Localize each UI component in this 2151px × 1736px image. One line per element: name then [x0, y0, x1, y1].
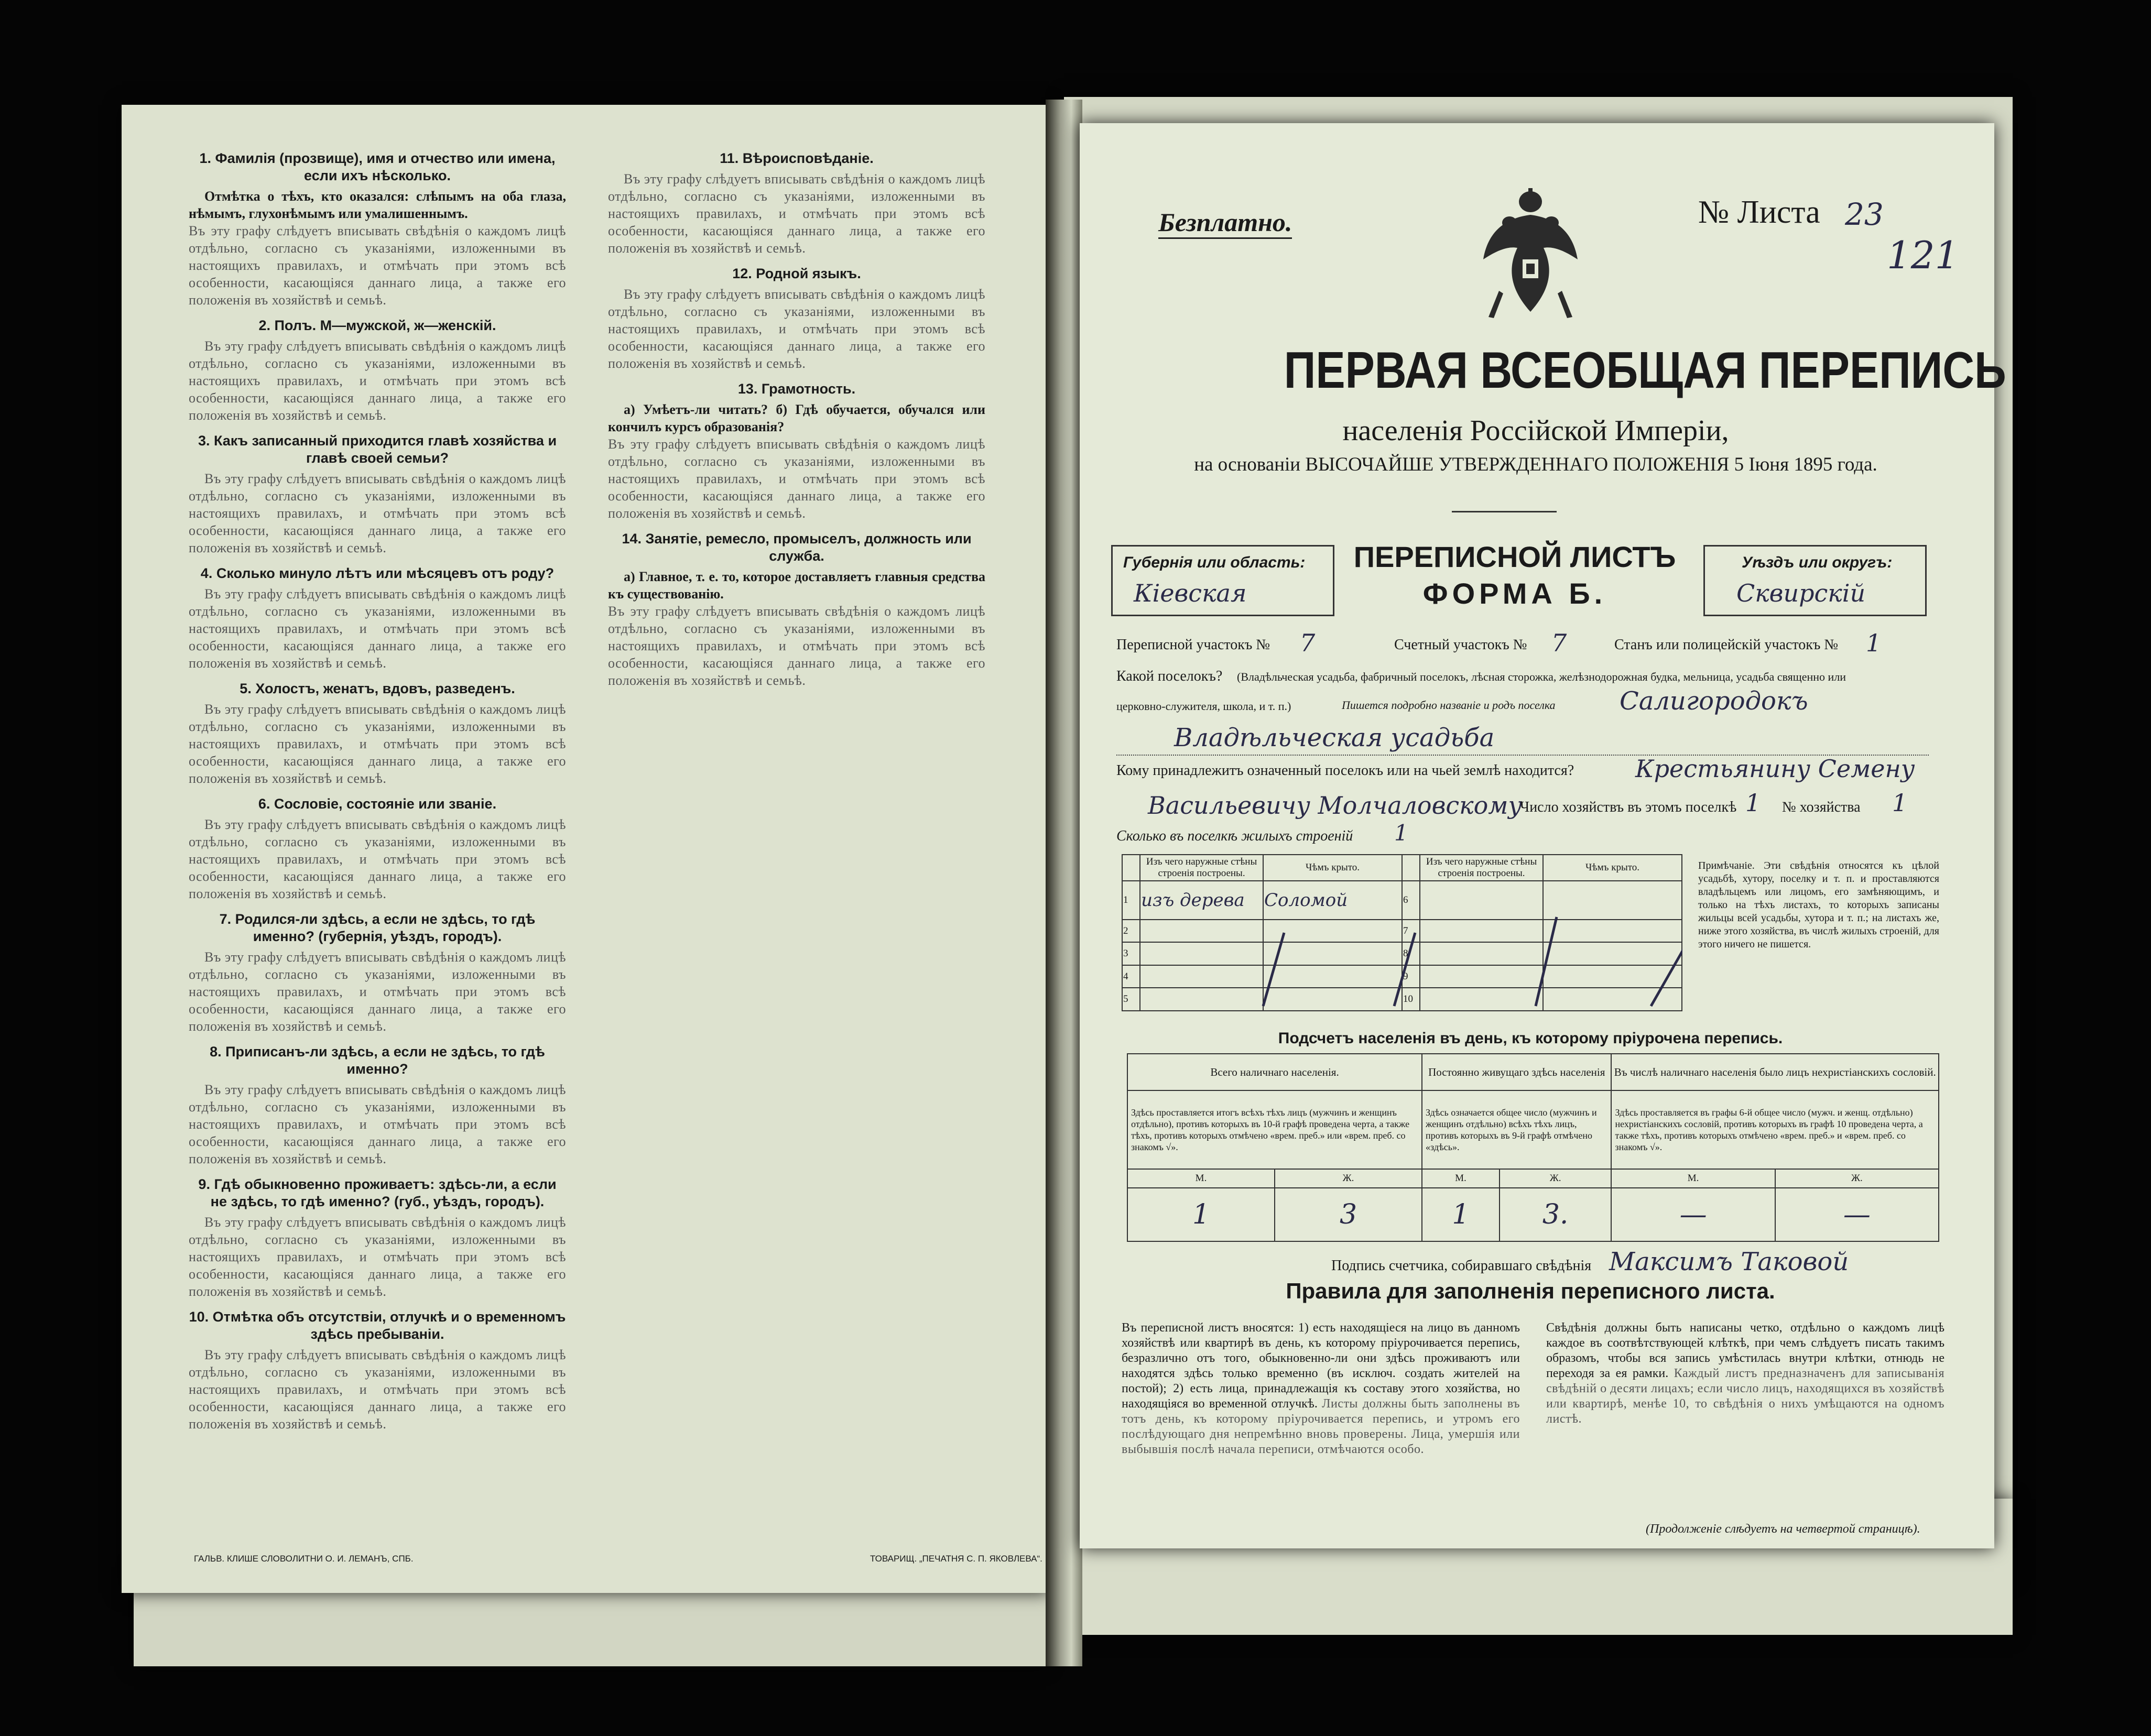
bld-row-number: 1 — [1122, 881, 1140, 920]
col_a-heading: 7. Родился-ли здѣсь, а если не здѣсь, то гдѣ именно? (губернія, уѣздъ, городъ). — [219, 911, 536, 944]
col_a-heading: 9. Гдѣ обыкновенно проживаетъ: здѣсь-ли, а если не здѣсь, то гдѣ именно? (губ., уѣздъ, городъ). — [198, 1176, 557, 1209]
count-total-m: 1 — [1127, 1188, 1275, 1241]
households-value: 1 — [1745, 789, 1761, 817]
col_b-paragraph: а) Умѣетъ-ли читать? б) Гдѣ обучается, обучался или кончилъ курсъ образованія? Въ эту графу слѣдуетъ вписывать свѣдѣнія о каждомъ лицѣ отдѣльно, согласно съ указаніями, изложенными въ настоящихъ правилахъ, и отмѣчать при этомъ всѣ особенности, касающіяся даннаго лица, а также его положенія въ хозяйствѣ и семьѣ. — [608, 402, 985, 521]
uezd-label: Уѣздъ или округъ: — [1742, 554, 1893, 571]
guberniya-label: Губернія или область: — [1123, 554, 1306, 571]
enumerator-signature-label: Подпись счетчика, собиравшаго свѣдѣнія — [1331, 1258, 1592, 1274]
book-spine — [1046, 100, 1082, 1666]
imperial-eagle-emblem — [1478, 186, 1583, 322]
col_a-paragraph: Въ эту графу слѣдуетъ вписывать свѣдѣнія о каждомъ лицѣ отдѣльно, согласно съ указаніями, изложенными въ настоящихъ правилахъ, и отмѣчать при этомъ всѣ особенности, касающіяся даннаго лица, а также его положенія въ хозяйствѣ и семьѣ. — [189, 1347, 566, 1432]
count-zh-header: Ж. — [1500, 1169, 1612, 1188]
free-label: Безплатно. — [1158, 207, 1292, 239]
count-m-header: М. — [1611, 1169, 1775, 1188]
population-count-table — [1127, 1053, 1939, 1242]
bld-row-number: 10 — [1402, 988, 1420, 1011]
form-title: ПЕРЕПИСНОЙ ЛИСТЪ — [1353, 540, 1676, 573]
count-permanent-header: Постоянно живущаго здѣсь населенія — [1422, 1054, 1611, 1090]
col_b-heading: 14. Занятіе, ремесло, промыселъ, должность или служба. — [622, 531, 972, 564]
right-footer-printer: ТОВАРИЩ. „ПЕЧАТНЯ С. П. ЯКОВЛЕВА“. — [870, 1554, 1042, 1564]
guberniya-box — [1111, 545, 1334, 616]
census-subtitle: населенія Россійской Имперіи, — [1342, 414, 1729, 447]
sheet-number-label: № Листа — [1698, 194, 1820, 230]
right-column-instructions — [608, 141, 985, 693]
household-no-value: 1 — [1892, 789, 1908, 817]
col_a-paragraph: Въ эту графу слѣдуетъ вписывать свѣдѣнія о каждомъ лицѣ отдѣльно, согласно съ указаніями, изложенными въ настоящихъ правилахъ, и отмѣчать при этомъ всѣ особенности, касающіяся даннаго лица, а также его положенія въ хозяйствѣ и семьѣ. — [189, 1215, 566, 1299]
col_b-heading: 11. Вѣроисповѣданіе. — [720, 150, 874, 166]
uezd-box — [1703, 545, 1927, 616]
settlement-name-value: Салигородокъ — [1620, 686, 1808, 716]
col_a-paragraph: Въ эту графу слѣдуетъ вписывать свѣдѣнія о каждомъ лицѣ отдѣльно, согласно съ указаніями, изложенными въ настоящихъ правилахъ, и отмѣчать при этомъ всѣ особенности, касающіяся даннаго лица, а также его положенія въ хозяйствѣ и семьѣ. — [189, 817, 566, 901]
col_a-heading: 5. Холостъ, женатъ, вдовъ, разведенъ. — [240, 681, 515, 696]
rules-left-column: Въ переписной листъ вносятся: 1) есть находящіеся на лицо въ данномъ хозяйствѣ или квартирѣ въ день, къ которому пріурочивается перепись, безразлично отъ того, обыкновенно-ли они здѣсь проживаютъ или находятся здѣсь только временно (въ исключ. создать жителей на постой); 2) есть лица, принадлежащія къ составу этого хозяйства, но находящіяся во временной отлучкѣ. Листы должны быть заполнены въ тотъ день, къ которому пріурочивается перепись, и утромъ его послѣдующаго дня непремѣнно вновь проверены. Лица, умершія или выбывшія послѣ начала переписи, отмѣчаются особо. — [1122, 1321, 1520, 1456]
bld-roof-header-right: Чѣмъ крыто. — [1543, 855, 1682, 881]
bld-row-number: 4 — [1122, 965, 1140, 988]
count-m-header: М. — [1127, 1169, 1275, 1188]
left-column-instructions — [189, 141, 566, 1437]
col_a-heading: 1. Фамилія (прозвище), имя и отчество или имена, если ихъ нѣсколько. — [199, 150, 556, 183]
count-m-header: М. — [1422, 1169, 1500, 1188]
bld-row-number: 5 — [1122, 988, 1140, 1011]
sheet-number-value: 23 — [1845, 196, 1884, 232]
buildings-note: Примѣчаніе. Эти свѣдѣнія относятся къ цѣлой усадьбѣ, хутору, поселку и т. п. и проставляются владѣльцемъ или лицомъ, его замѣняющимъ, и только на тѣхъ листахъ, то которыхъ записаны жильцы всей усадьбы, хутора и т. п.; на листахъ же, ниже этого хозяйства, въ числѣ жилыхъ строеній, для этого ничего не пишется. — [1698, 860, 1939, 950]
rules-title: Правила для заполненія переписного листа. — [1286, 1279, 1775, 1303]
rules-left-text: Въ переписной листъ вносятся: 1) есть находящіеся на лицо въ данномъ хозяйствѣ или квартирѣ въ день, къ которому пріурочивается перепись, безразлично отъ того, обыкновенно-ли они здѣсь проживаютъ или находятся здѣсь только временно (въ исключ. создать жителей на постой); 2) есть лица, принадлежащія къ составу этого хозяйства, но находящіяся во временной отлучкѣ. — [1122, 1321, 1520, 1411]
police-precinct-label: Станъ или полицейскій участокъ № — [1614, 637, 1839, 653]
title-divider — [1452, 511, 1557, 512]
col_a-heading: 3. Какъ записанный приходится главѣ хозяйства и главѣ своей семьи? — [198, 433, 557, 466]
household-no-label: № хозяйства — [1782, 799, 1861, 815]
col_b-heading: 12. Родной языкъ. — [732, 266, 861, 281]
rules-right-column: Свѣдѣнія должны быть написаны четко, отдѣльно о каждомъ лицѣ каждое въ соотвѣтствующей клѣткѣ, при чемъ слѣдуетъ писать такимъ образомъ, чтобы вся запись умѣстилась внутри клѣтки, отнюдь не переходя за ея рамки. Каждый листъ предназначенъ для записыванія свѣдѣній о десяти лицахъ; если число лицъ, находящихся въ хозяйствѣ или квартирѣ, менѣе 10, то свѣдѣнія о нихъ умѣщаются на одномъ листѣ. — [1546, 1321, 1944, 1426]
form-subtitle: ФОРМА Б. — [1422, 577, 1607, 610]
col_a-heading: 4. Сколько минуло лѣтъ или мѣсяцевъ отъ роду? — [200, 565, 555, 581]
col_a-paragraph: Въ эту графу слѣдуетъ вписывать свѣдѣнія о каждомъ лицѣ отдѣльно, согласно съ указаніями, изложенными въ настоящихъ правилахъ, и отмѣчать при этомъ всѣ особенности, касающіяся даннаго лица, а также его положенія въ хозяйствѣ и семьѣ. — [189, 1082, 566, 1166]
col_a-paragraph: Въ эту графу слѣдуетъ вписывать свѣдѣнія о каждомъ лицѣ отдѣльно, согласно съ указаніями, изложенными въ настоящихъ правилахъ, и отмѣчать при этомъ всѣ особенности, касающіяся даннаго лица, а также его положенія въ хозяйствѣ и семьѣ. — [189, 471, 566, 555]
archive-folio-number: 121 — [1887, 233, 1959, 277]
col_a-paragraph: Въ эту графу слѣдуетъ вписывать свѣдѣнія о каждомъ лицѣ отдѣльно, согласно съ указаніями, изложенными въ настоящихъ правилахъ, и отмѣчать при этомъ всѣ особенности, касающіяся даннаго лица, а также его положенія въ хозяйствѣ и семьѣ. — [189, 949, 566, 1034]
households-label: Число хозяйствъ въ этомъ поселкѣ — [1520, 799, 1737, 815]
bld-row-number: 8 — [1402, 942, 1420, 965]
count-permanent-zh: 3. — [1500, 1188, 1612, 1241]
bld-wall-value: изъ дерева — [1140, 881, 1263, 920]
uezd-value: Сквирскій — [1736, 579, 1866, 607]
col_b-paragraph: а) Главное, т. е. то, которое доставляетъ главныя средства къ существованію. Въ эту графу слѣдуетъ вписывать свѣдѣнія о каждомъ лицѣ отдѣльно, согласно съ указаніями, изложенными въ настоящихъ правилахъ, и отмѣчать при этомъ всѣ особенности, касающіяся даннаго лица, а также его положенія въ хозяйствѣ и семьѣ. — [608, 569, 985, 688]
settlement-hint: (Владѣльческая усадьба, фабричный поселокъ, лѣсная сторожка, желѣзнодорожная будка, мельница, усадьба священно или — [1237, 670, 1846, 683]
count-area-label: Счетный участокъ № — [1394, 637, 1527, 653]
owner-value: Крестьянину Семену — [1635, 755, 1915, 783]
bld-row-number: 6 — [1402, 881, 1420, 920]
owner-value-cont: Васильевичу Молчаловскому — [1148, 791, 1523, 820]
census-title: ПЕРВАЯ ВСЕОБЩАЯ ПЕРЕПИСЬ — [1284, 341, 2006, 399]
precinct-value: 7 — [1300, 629, 1316, 657]
owner-label: Кому принадлежитъ означенный поселокъ или на чьей землѣ находится? — [1116, 762, 1574, 779]
count-total-zh: 3 — [1275, 1188, 1422, 1241]
col_a-paragraph: Въ эту графу слѣдуетъ вписывать свѣдѣнія о каждомъ лицѣ отдѣльно, согласно съ указаніями, изложенными въ настоящихъ правилахъ, и отмѣчать при этомъ всѣ особенности, касающіяся даннаго лица, а также его положенія въ хозяйствѣ и семьѣ. — [189, 586, 566, 671]
count-total-desc: Здѣсь проставляется итогъ всѣхъ тѣхъ лицъ (мужчинъ и женщинъ отдѣльно), противъ которыхъ въ 10-й графѣ проведена черта, а также тѣхъ, противъ которыхъ отмѣчено «врем. преб.» или «врем. преб. со знакомъ √». — [1127, 1090, 1422, 1169]
col_b-paragraph: Въ эту графу слѣдуетъ вписывать свѣдѣнія о каждомъ лицѣ отдѣльно, согласно съ указаніями, изложенными въ настоящихъ правилахъ, и отмѣчать при этомъ всѣ особенности, касающіяся даннаго лица, а также его положенія въ хозяйствѣ и семьѣ. — [608, 287, 985, 371]
col_a-heading: 2. Полъ. М—мужской, ж—женскій. — [258, 318, 496, 333]
settlement-type-value: Владѣльческая усадьба — [1174, 723, 1495, 752]
bld-row-number: 3 — [1122, 942, 1140, 965]
guberniya-value: Кіевская — [1134, 579, 1247, 607]
col_a-subtext: Отмѣтка о тѣхъ, кто оказался: слѣпымъ на оба глаза, нѣмымъ, глухонѣмымъ или умалишеннымъ. — [189, 189, 566, 221]
precinct-label: Переписной участокъ № — [1116, 637, 1270, 653]
count-area-value: 7 — [1551, 629, 1567, 657]
count-zh-header: Ж. — [1775, 1169, 1939, 1188]
col_b-paragraph: Въ эту графу слѣдуетъ вписывать свѣдѣнія о каждомъ лицѣ отдѣльно, согласно съ указаніями, изложенными въ настоящихъ правилахъ, и отмѣчать при этомъ всѣ особенности, касающіяся даннаго лица, а также его положенія въ хозяйствѣ и семьѣ. — [608, 171, 985, 256]
settlement-label: Какой поселокъ? — [1116, 668, 1223, 684]
col_a-paragraph: Въ эту графу слѣдуетъ вписывать свѣдѣнія о каждомъ лицѣ отдѣльно, согласно съ указаніями, изложенными въ настоящихъ правилахъ, и отмѣчать при этомъ всѣ особенности, касающіяся даннаго лица, а также его положенія въ хозяйствѣ и семьѣ. — [189, 339, 566, 423]
bld-row-number: 9 — [1402, 965, 1420, 988]
settlement-hint-cont: церковно-служителя, школа, и т. п.) — [1116, 700, 1291, 713]
col_b-subtext: а) Умѣетъ-ли читать? б) Гдѣ обучается, обучался или кончилъ курсъ образованія? — [608, 402, 985, 434]
buildings-count-value: 1 — [1394, 820, 1408, 846]
settlement-hint-detail: Пишется подробно названіе и родъ поселка — [1342, 698, 1556, 712]
count-nonchristian-desc: Здѣсь проставляется въ графы 6-й общее число (мужч. и женщ. отдѣльно) нехристіанскихъ сословій, противъ которыхъ въ графѣ 10 проведена черта, а также тѣхъ, противъ которыхъ отмѣчено «врем. преб.» и «врем. преб. со знакомъ √». — [1611, 1090, 1939, 1169]
population-count-title: Подсчетъ населенія въ день, къ которому пріурочена перепись. — [1278, 1030, 1783, 1047]
count-total-header: Всего наличнаго населенія. — [1127, 1054, 1422, 1090]
col_a-heading: 8. Приписанъ-ли здѣсь, а если не здѣсь, то гдѣ именно? — [210, 1044, 545, 1077]
left-footer-printer: ГАЛЬВ. КЛИШЕ СЛОВОЛИТНИ О. И. ЛЕМАНЪ, СПБ. — [194, 1554, 414, 1564]
rules-continued-note: (Продолженіе слѣдуетъ на четвертой страницѣ). — [1646, 1522, 1920, 1536]
col_a-heading: 10. Отмѣтка объ отсутствіи, отлучкѣ и о временномъ здѣсь пребываніи. — [189, 1309, 566, 1342]
bld-strike-marks — [1122, 854, 1682, 1011]
count-permanent-desc: Здѣсь означается общее число (мужчинъ и женщинъ отдѣльно) всѣхъ тѣхъ лицъ, противъ которыхъ въ 9-й графѣ отмѣчено «здѣсь». — [1422, 1090, 1611, 1169]
bld-roof-value: Соломой — [1263, 881, 1402, 920]
rules-right-text: Свѣдѣнія должны быть написаны четко, отдѣльно о каждомъ лицѣ каждое въ соотвѣтствующей клѣткѣ, при чемъ слѣдуетъ писать такимъ образомъ, чтобы вся запись умѣстилась внутри клѣтки, отнюдь не переходя за ея рамки. — [1546, 1321, 1944, 1380]
bld-row-number: 2 — [1122, 920, 1140, 943]
buildings-count-label: Сколько въ поселкѣ жилыхъ строеній — [1116, 828, 1353, 844]
col_b-subtext: а) Главное, т. е. то, которое доставляетъ главныя средства къ существованію. — [608, 569, 985, 602]
bld-roof-header-left: Чѣмъ крыто. — [1263, 855, 1402, 881]
police-precinct-value: 1 — [1866, 629, 1882, 657]
bld-wall-header-right: Изъ чего наружные стѣны строенія построены. — [1420, 855, 1543, 881]
count-nonchristian-m: — — [1611, 1188, 1775, 1241]
bld-wall-header-left: Изъ чего наружные стѣны строенія построены. — [1140, 855, 1263, 881]
count-zh-header: Ж. — [1275, 1169, 1422, 1188]
col_b-heading: 13. Грамотность. — [737, 381, 856, 397]
count-permanent-m: 1 — [1422, 1188, 1500, 1241]
count-nonchristian-header: Въ числѣ наличнаго населенія было лицъ нехристіанскихъ сословій. — [1611, 1054, 1939, 1090]
enumerator-signature-value: Максимъ Таковой — [1609, 1247, 1849, 1276]
col_a-heading: 6. Сословіе, состояніе или званіе. — [258, 796, 497, 812]
bld-row-number: 7 — [1402, 920, 1420, 943]
col_a-paragraph: Отмѣтка о тѣхъ, кто оказался: слѣпымъ на оба глаза, нѣмымъ, глухонѣмымъ или умалишеннымъ. Въ эту графу слѣдуетъ вписывать свѣдѣнія о каждомъ лицѣ отдѣльно, согласно съ указаніями, изложенными въ настоящихъ правилахъ, и отмѣчать при этомъ всѣ особенности, касающіяся даннаго лица, а также его положенія въ хозяйствѣ и семьѣ. — [189, 189, 566, 308]
count-nonchristian-zh: — — [1775, 1188, 1939, 1241]
census-decree-line: на основаніи ВЫСОЧАЙШЕ УТВЕРЖДЕННАГО ПОЛОЖЕНІЯ 5 Іюня 1895 года. — [1194, 454, 1877, 475]
col_a-paragraph: Въ эту графу слѣдуетъ вписывать свѣдѣнія о каждомъ лицѣ отдѣльно, согласно съ указаніями, изложенными въ настоящихъ правилахъ, и отмѣчать при этомъ всѣ особенности, касающіяся даннаго лица, а также его положенія въ хозяйствѣ и семьѣ. — [189, 702, 566, 786]
